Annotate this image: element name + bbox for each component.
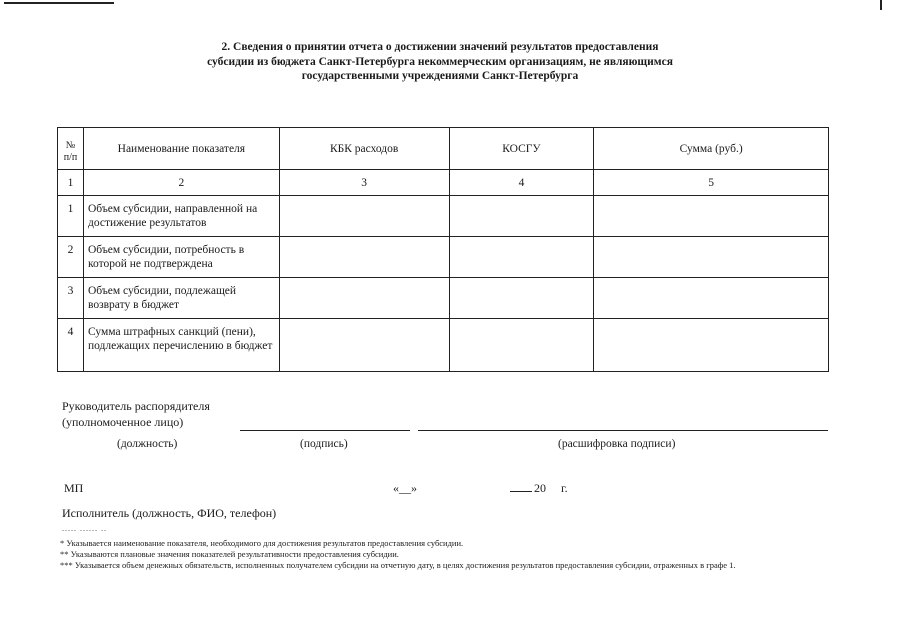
column-number: 1 bbox=[58, 170, 84, 196]
row-sum-cell[interactable] bbox=[594, 319, 829, 372]
footnotes bbox=[60, 538, 830, 571]
header-kbk: КБК расходов bbox=[279, 128, 449, 170]
column-number: 5 bbox=[594, 170, 829, 196]
signature-caption: (подпись) bbox=[300, 438, 348, 450]
row-kbk-cell[interactable] bbox=[279, 237, 449, 278]
row-indicator-name: Объем субсидии, направленной на достижение результатов bbox=[83, 196, 279, 237]
manager-label: Руководитель распорядителя (уполномоченное лицо) bbox=[62, 399, 210, 429]
top-border-line bbox=[4, 2, 114, 4]
table-header-row bbox=[58, 128, 829, 170]
decryption-caption: (расшифровка подписи) bbox=[558, 438, 676, 450]
row-kbk-cell[interactable] bbox=[279, 319, 449, 372]
position-line[interactable] bbox=[240, 430, 410, 431]
row-indicator-name: Сумма штрафных санкций (пени), подлежащих перечислению в бюджет bbox=[83, 319, 279, 372]
table-row bbox=[58, 237, 829, 278]
date-day-field[interactable]: «__» bbox=[393, 481, 417, 495]
report-table bbox=[57, 127, 829, 372]
position-caption: (должность) bbox=[117, 438, 178, 450]
row-kosgu-cell[interactable] bbox=[449, 319, 594, 372]
column-number: 3 bbox=[279, 170, 449, 196]
row-sum-cell[interactable] bbox=[594, 278, 829, 319]
row-number: 4 bbox=[58, 319, 84, 372]
column-number-row bbox=[58, 170, 829, 196]
row-kosgu-cell[interactable] bbox=[449, 278, 594, 319]
footnote: *** Указывается объем денежных обязательств, исполненных получателем субсидии на отчетную дату, в целях достижения результатов предоставления субсидии, отраженных в графе 1. bbox=[60, 560, 736, 570]
executor-dots: ..... ...... .. bbox=[62, 524, 107, 533]
row-kbk-cell[interactable] bbox=[279, 196, 449, 237]
footnote: ** Указываются плановые значения показателей результативности предоставления субсидии. bbox=[60, 549, 399, 559]
stamp-placeholder: МП bbox=[64, 481, 84, 495]
row-sum-cell[interactable] bbox=[594, 196, 829, 237]
header-indicator-name: Наименование показателя bbox=[83, 128, 279, 170]
row-kosgu-cell[interactable] bbox=[449, 196, 594, 237]
row-number: 2 bbox=[58, 237, 84, 278]
row-kbk-cell[interactable] bbox=[279, 278, 449, 319]
table-row bbox=[58, 319, 829, 372]
row-number: 3 bbox=[58, 278, 84, 319]
date-year-field[interactable] bbox=[510, 481, 568, 496]
year-suffix: г. bbox=[561, 481, 568, 495]
table-row bbox=[58, 278, 829, 319]
row-kosgu-cell[interactable] bbox=[449, 237, 594, 278]
column-number: 2 bbox=[83, 170, 279, 196]
corner-mark bbox=[880, 0, 882, 10]
row-indicator-name: Объем субсидии, потребность в которой не подтверждена bbox=[83, 237, 279, 278]
row-sum-cell[interactable] bbox=[594, 237, 829, 278]
column-number: 4 bbox=[449, 170, 594, 196]
footnote: * Указывается наименование показателя, необходимого для достижения результатов предоставления субсидии. bbox=[60, 538, 464, 548]
year-prefix: 20 bbox=[534, 481, 546, 495]
header-number: № п/п bbox=[58, 128, 84, 170]
executor-label: Исполнитель (должность, ФИО, телефон) bbox=[62, 506, 277, 520]
row-indicator-name: Объем субсидии, подлежащей возврату в бюджет bbox=[83, 278, 279, 319]
signature-line[interactable] bbox=[418, 430, 828, 431]
header-sum: Сумма (руб.) bbox=[594, 128, 829, 170]
row-number: 1 bbox=[58, 196, 84, 237]
page-title: 2. Сведения о принятии отчета о достижении значений результатов предоставления субсидии из бюджета Санкт-Петербурга некоммерческим организациям, не являющимся государственными учреждениями Санкт-Петербурга bbox=[207, 41, 673, 82]
table-row bbox=[58, 196, 829, 237]
header-kosgu: КОСГУ bbox=[449, 128, 594, 170]
